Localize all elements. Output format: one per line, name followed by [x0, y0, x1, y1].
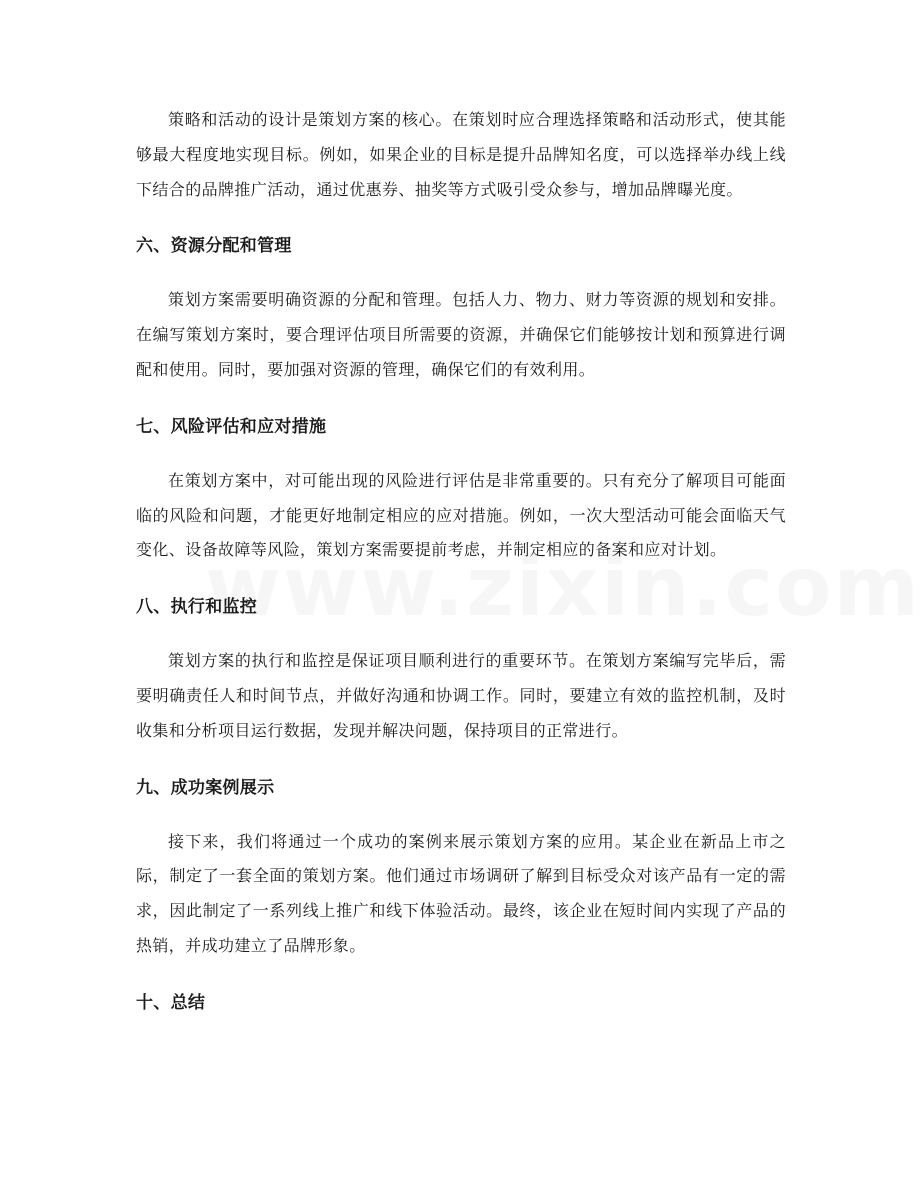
paragraph-execution: 策划方案的执行和监控是保证项目顺利进行的重要环节。在策划方案编写完毕后，需要明确责任人和时间节点，并做好沟通和协调工作。同时，要建立有效的监控机制，及时收集和分析项目运行数据，发现并解决问题，保持项目的正常进行。 — [136, 651, 786, 740]
section-heading-execution: 八、执行和监控 — [136, 597, 258, 618]
section-heading-resources: 六、资源分配和管理 — [136, 236, 292, 257]
paragraph-risk: 在策划方案中，对可能出现的风险进行评估是非常重要的。只有充分了解项目可能面临的风险和问题，才能更好地制定相应的应对措施。例如，一次大型活动可能会面临天气变化、设备故障等风险，策划方案需要提前考虑，并制定相应的备案和应对计划。 — [136, 470, 786, 560]
paragraph-resources: 策划方案需要明确资源的分配和管理。包括人力、物力、财力等资源的规划和安排。在编写策划方案时，要合理评估项目所需要的资源，并确保它们能够按计划和预算进行调配和使用。同时，要加强对资源的管理，确保它们的有效利用。 — [136, 290, 786, 379]
section-heading-risk: 七、风险评估和应对措施 — [136, 416, 327, 437]
paragraph-case-study: 接下来，我们将通过一个成功的案例来展示策划方案的应用。某企业在新品上市之际，制定了一套全面的策划方案。他们通过市场调研了解到目标受众对该产品有一定的需求，因此制定了一系列线上推广和线下体验活动。最终，该企业在短时间内实现了产品的热销，并成功建立了品牌形象。 — [136, 831, 786, 955]
section-heading-summary: 十、总结 — [136, 992, 206, 1013]
section-heading-case-study: 九、成功案例展示 — [136, 777, 275, 798]
paragraph-strategy-design: 策略和活动的设计是策划方案的核心。在策划时应合理选择策略和活动形式，使其能够最大程度地实现目标。例如，如果企业的目标是提升品牌知名度，可以选择举办线上线下结合的品牌推广活动，通过优惠券、抽奖等方式吸引受众参与，增加品牌曝光度。 — [136, 110, 786, 199]
document-body — [136, 103, 786, 1040]
